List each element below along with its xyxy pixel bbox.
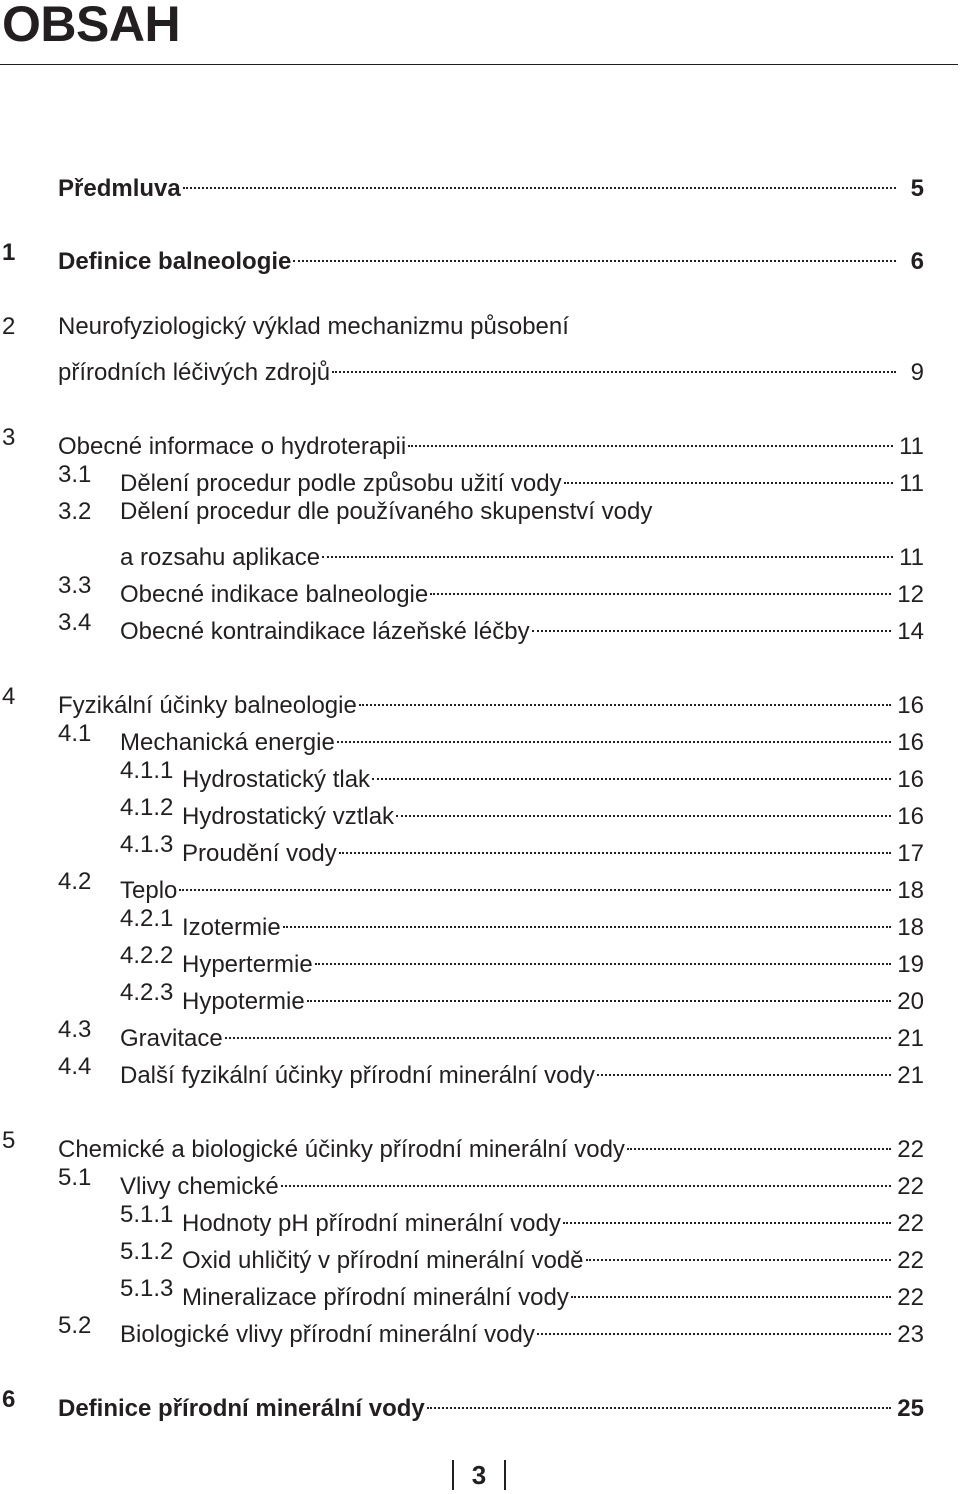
footer-left-bar xyxy=(452,1460,454,1490)
toc-entry[interactable] xyxy=(0,866,924,904)
toc-entry-number: 4.1.2 xyxy=(120,794,174,821)
toc-entry-title: Obecné kontraindikace lázeňské léčby xyxy=(120,618,530,645)
toc-entry[interactable] xyxy=(0,829,924,867)
toc-entry-page: 23 xyxy=(897,1321,924,1348)
toc-entry[interactable] xyxy=(0,755,924,793)
toc-leader-dots xyxy=(293,237,896,269)
toc-entry-title: Hydrostatický tlak xyxy=(182,766,371,793)
toc-entry[interactable] xyxy=(0,977,924,1015)
toc-entry[interactable] xyxy=(0,459,924,497)
toc-entry[interactable] xyxy=(0,1199,924,1237)
toc-entry[interactable] xyxy=(0,1273,924,1311)
toc-entry-page: 5 xyxy=(910,175,924,202)
toc-entry[interactable] xyxy=(0,792,924,830)
toc-entry-page: 22 xyxy=(897,1136,924,1163)
toc-entry-page: 11 xyxy=(899,470,924,497)
toc-entry-number: 3.2 xyxy=(58,498,92,525)
toc-leader-dots xyxy=(586,1236,892,1268)
toc-entry-number: 1 xyxy=(2,239,16,266)
toc-entry-title: Biologické vlivy přírodní minerální vody xyxy=(120,1321,535,1348)
toc-entry-number: 5.1 xyxy=(58,1164,92,1191)
toc-entry-number: 4 xyxy=(2,683,16,710)
toc-entry[interactable] xyxy=(0,903,924,941)
page-title: OBSAH xyxy=(2,0,181,52)
toc-entry[interactable] xyxy=(0,1014,924,1052)
toc-entry-number: 4.2.3 xyxy=(120,979,174,1006)
toc-entry-title: Předmluva xyxy=(58,175,181,202)
toc-entry-title: Hypotermie xyxy=(182,988,305,1015)
toc-leader-dots xyxy=(339,829,892,861)
toc-entry-page: 16 xyxy=(897,729,924,756)
toc-entry-page: 21 xyxy=(897,1025,924,1052)
toc-entry-number: 4.2 xyxy=(58,868,92,895)
toc-entry[interactable] xyxy=(0,533,924,571)
toc-entry-number: 4.2.2 xyxy=(120,942,174,969)
toc-entry-number: 6 xyxy=(2,1386,16,1413)
toc-entry[interactable] xyxy=(0,1236,924,1274)
toc-entry-title: a rozsahu aplikace xyxy=(120,544,321,571)
toc-leader-dots xyxy=(564,459,893,491)
toc-entry[interactable] xyxy=(0,1125,924,1163)
toc-entry-title: přírodních léčivých zdrojů xyxy=(58,359,331,386)
toc-entry-page: 18 xyxy=(897,914,924,941)
toc-leader-dots xyxy=(430,570,891,602)
toc-entry-number: 3.3 xyxy=(58,572,92,599)
toc-entry-page: 19 xyxy=(897,951,924,978)
toc-entry-number: 4.3 xyxy=(58,1016,92,1043)
toc-leader-dots xyxy=(597,1051,891,1083)
toc-entry-page: 22 xyxy=(897,1247,924,1274)
toc-entry-page: 22 xyxy=(897,1173,924,1200)
toc-leader-dots xyxy=(627,1125,891,1157)
toc-entry-title: Hydrostatický vztlak xyxy=(182,803,395,830)
toc-leader-dots xyxy=(337,718,892,750)
toc-entry-number: 4.4 xyxy=(58,1053,92,1080)
toc-entry-title: Chemické a biologické účinky přírodní minerální vody xyxy=(58,1136,625,1163)
toc-entry-page: 11 xyxy=(899,544,924,571)
toc-entry[interactable] xyxy=(0,1162,924,1200)
toc-entry-title: Hypertermie xyxy=(182,951,313,978)
toc-leader-dots xyxy=(307,977,892,1009)
toc-entry-title: Obecné informace o hydroterapii xyxy=(58,433,407,460)
page-header xyxy=(0,0,960,66)
toc-entry[interactable] xyxy=(0,718,924,756)
toc-entry-page: 14 xyxy=(897,618,924,645)
toc-leader-dots xyxy=(322,533,893,565)
toc-entry-page: 9 xyxy=(910,359,924,386)
toc-entry-title: Mineralizace přírodní minerální vody xyxy=(182,1284,569,1311)
toc-entry-page: 16 xyxy=(897,766,924,793)
toc-entry-page: 11 xyxy=(899,433,924,460)
toc-entry-title: Mechanická energie xyxy=(120,729,335,756)
toc-entry[interactable] xyxy=(0,496,924,528)
toc-entry-title: Hodnoty pH přírodní minerální vody xyxy=(182,1210,561,1237)
toc-entry[interactable] xyxy=(0,681,924,719)
toc-leader-dots xyxy=(537,1310,891,1342)
toc-entry-page: 17 xyxy=(897,840,924,867)
toc-entry-title: Další fyzikální účinky přírodní minerální vody xyxy=(120,1062,595,1089)
toc-entry-page: 22 xyxy=(897,1210,924,1237)
toc-entry[interactable] xyxy=(0,570,924,608)
toc-entry[interactable] xyxy=(0,940,924,978)
toc-entry-title: Obecné indikace balneologie xyxy=(120,581,429,608)
toc-leader-dots xyxy=(372,755,891,787)
toc-entry-number: 3 xyxy=(2,424,16,451)
toc-entry-page: 18 xyxy=(897,877,924,904)
toc-entry-number: 4.1.1 xyxy=(120,757,174,784)
toc-entry-page: 6 xyxy=(910,248,924,275)
toc-entry-number: 5 xyxy=(2,1127,16,1154)
toc-entry-number: 4.1 xyxy=(58,720,92,747)
footer-page-number: 3 xyxy=(471,1460,487,1490)
toc-entry-page: 25 xyxy=(897,1395,924,1422)
toc-entry[interactable] xyxy=(0,1051,924,1089)
toc-leader-dots xyxy=(532,607,892,639)
toc-entry-page: 16 xyxy=(897,803,924,830)
toc-entry[interactable] xyxy=(0,1384,924,1422)
toc-leader-dots xyxy=(315,940,892,972)
toc-leader-dots xyxy=(396,792,891,824)
toc-entry-page: 21 xyxy=(897,1062,924,1089)
toc-leader-dots xyxy=(571,1273,891,1305)
toc-entry-number: 4.1.3 xyxy=(120,831,174,858)
toc-entry-title: Definice přírodní minerální vody xyxy=(58,1395,425,1422)
toc-entry-title: Definice balneologie xyxy=(58,248,292,275)
toc-entry[interactable] xyxy=(0,348,924,386)
toc-leader-dots xyxy=(225,1014,892,1046)
toc-entry-title: Izotermie xyxy=(182,914,281,941)
toc-leader-dots xyxy=(179,866,891,898)
toc-leader-dots xyxy=(359,681,891,713)
toc-entry[interactable] xyxy=(0,237,924,275)
toc-entry[interactable] xyxy=(0,1310,924,1348)
toc-entry-number: 3.1 xyxy=(58,461,92,488)
toc-entry-page: 16 xyxy=(897,692,924,719)
toc-entry[interactable] xyxy=(0,607,924,645)
toc-entry-page: 12 xyxy=(897,581,924,608)
toc-leader-dots xyxy=(427,1384,892,1416)
toc-leader-dots xyxy=(332,348,896,380)
title-rule xyxy=(0,64,958,65)
toc-entry[interactable] xyxy=(0,164,924,202)
toc-leader-dots xyxy=(283,903,892,935)
toc-entry-number: 2 xyxy=(2,313,16,340)
toc-entry-title: Oxid uhličitý v přírodní minerální vodě xyxy=(182,1247,584,1274)
footer-right-bar xyxy=(504,1460,506,1490)
toc-entry-title: Teplo xyxy=(120,877,178,904)
toc-entry-title: Dělení procedur dle používaného skupenství vody xyxy=(120,498,653,525)
toc-entry[interactable] xyxy=(0,311,924,343)
toc-leader-dots xyxy=(563,1199,891,1231)
toc-entry-page: 22 xyxy=(897,1284,924,1311)
toc-entry-page: 20 xyxy=(897,988,924,1015)
toc-entry-title: Gravitace xyxy=(120,1025,223,1052)
toc-leader-dots xyxy=(408,422,893,454)
toc-entry-title: Fyzikální účinky balneologie xyxy=(58,692,357,719)
toc-entry-number: 4.2.1 xyxy=(120,905,174,932)
page-footer xyxy=(0,1458,960,1492)
toc-entry-number: 5.2 xyxy=(58,1312,92,1339)
toc-leader-dots xyxy=(281,1162,892,1194)
toc-entry-title: Vlivy chemické xyxy=(120,1173,279,1200)
toc-entry-number: 3.4 xyxy=(58,609,92,636)
toc-entry-number: 5.1.2 xyxy=(120,1238,174,1265)
toc-leader-dots xyxy=(183,164,896,196)
toc-entry[interactable] xyxy=(0,422,924,460)
toc-entry-number: 5.1.1 xyxy=(120,1201,174,1228)
toc-entry-title: Proudění vody xyxy=(182,840,337,867)
toc-entry-title: Neurofyziologický výklad mechanizmu působení xyxy=(58,313,569,340)
toc-entry-title: Dělení procedur podle způsobu užití vody xyxy=(120,470,562,497)
toc-entry-number: 5.1.3 xyxy=(120,1275,174,1302)
